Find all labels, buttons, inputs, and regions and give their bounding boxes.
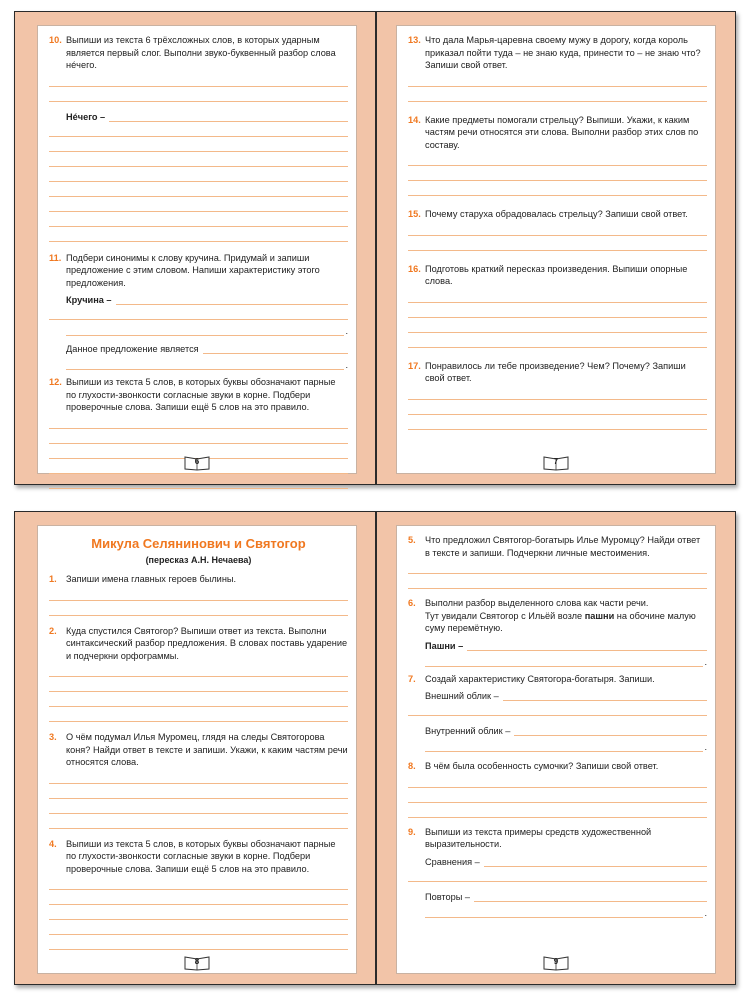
answer-line[interactable] [49,197,348,212]
task-text: Запиши имена главных героев былины. [66,574,237,584]
field-necheho[interactable] [49,106,348,122]
answer-line[interactable] [408,303,707,318]
task-15 [408,208,707,251]
highlighted-word: пашни [584,610,615,621]
answer-line[interactable] [408,72,707,87]
task-text: Почему старуха обрадовалась стрельцу? Запиши свой ответ. [425,209,688,219]
task-1 [49,573,348,616]
answer-line[interactable] [408,559,707,574]
task-text: Создай характеристику Святогора-богатыря. Запиши. [425,673,655,684]
answer-line[interactable] [49,677,348,692]
task-number: 15. [408,209,421,219]
task-number: 10. [49,35,62,45]
answer-line[interactable] [49,707,348,722]
task-text: Выпиши из текста 5 слов, в которых буквы обозначают парные по глухости-звонкости согласные звуки в корне. Подбери проверочные слова. Запиши ещё 5 слов на это правило. [66,838,336,874]
task-9 [408,826,707,918]
task-13 [408,34,707,102]
page-7 [396,25,716,474]
spread-pages-6-7 [14,11,736,485]
field-label: Пашни – [425,640,464,651]
quote-text: Тут увидали Святогор с Ильёй возле пашни на обочине малую суму перемётную. [425,610,696,633]
task-number: 17. [408,360,421,371]
field-sentence-type[interactable] [49,338,348,354]
answer-line[interactable] [408,166,707,181]
page-title: Микула Селянинович и Святогор [91,536,306,551]
answer-line[interactable] [49,137,348,152]
page-6 [37,25,357,474]
answer-line[interactable] [49,799,348,814]
task-number: 4. [49,838,57,849]
task-number: 9. [408,826,416,837]
field-label: Внешний облик – [425,691,499,701]
answer-line[interactable] [49,182,348,197]
task-4 [49,838,348,951]
task-5 [408,534,707,589]
answer-line[interactable] [49,167,348,182]
answer-line[interactable] [408,867,707,882]
answer-line[interactable] [49,920,348,935]
answer-line[interactable] [408,333,707,348]
task-text: Что предложил Святогор-богатырь Илье Муромцу? Найди ответ в тексте и запиши. Подчеркни личные местоимения. [425,535,701,558]
task-number: 7. [408,673,416,684]
field-pashni[interactable] [408,635,707,651]
task-text: Понравилось ли тебе произведение? Чем? Почему? Запиши свой ответ. [425,360,686,383]
task-text: О чём подумал Илья Муромец, глядя на следы Святогорова коня? Найди ответ в тексте и запиши. Укажи, к каким частям речи относятся слова. [66,732,348,767]
field-label: Повторы – [425,891,470,902]
field-comparisons[interactable] [408,851,707,867]
page-8 [37,525,357,974]
task-text: Выпиши из текста примеры средств художественной выразительности. [425,826,652,849]
answer-line[interactable] [408,773,707,788]
task-number: 14. [408,114,421,125]
answer-line[interactable] [49,354,348,370]
answer-line[interactable] [408,318,707,333]
answer-line[interactable] [408,87,707,102]
field-label: Внутренний облик – [425,726,511,736]
answer-line[interactable] [408,651,707,667]
answer-line[interactable] [408,736,707,752]
answer-line[interactable] [49,814,348,829]
answer-line[interactable] [408,221,707,236]
task-number: 6. [408,598,416,608]
answer-line[interactable] [408,151,707,166]
field-label: Кручина – [66,295,112,305]
answer-line[interactable] [49,784,348,799]
field-repetitions[interactable] [408,886,707,902]
answer-line[interactable] [49,601,348,616]
answer-line[interactable] [49,692,348,707]
field-label: Сравнения – [425,856,480,867]
task-number: 11. [49,252,62,263]
answer-line[interactable] [408,902,707,918]
answer-line[interactable] [49,905,348,920]
answer-line[interactable] [408,415,707,430]
task-14 [408,114,707,197]
page-number-9: 9 [542,954,570,971]
answer-line[interactable] [49,152,348,167]
answer-line[interactable] [408,288,707,303]
task-text: Выпиши из текста 6 трёхсложных слов, в которых ударным является первый слог. Выполни звуко-буквенный разбор слова нéчего. [66,35,336,70]
answer-line[interactable] [49,305,348,320]
field-label: Нéчего – [66,111,106,122]
task-10 [49,34,348,242]
page-number-6: 6 [183,454,211,471]
task-11 [49,252,348,371]
task-number: 12. [49,377,62,387]
answer-line[interactable] [408,385,707,400]
answer-line[interactable] [408,788,707,803]
page-number-7: 7 [542,454,570,471]
task-text: В чём была особенность сумочки? Запиши свой ответ. [425,761,659,771]
answer-line[interactable] [49,769,348,784]
task-7 [408,673,707,753]
task-number: 13. [408,35,421,45]
answer-line[interactable] [49,212,348,227]
task-text: Что дала Марья-царевна своему мужу в дорогу, когда король приказал пойти туда – не знаю куда, принести то – не знаю что? Запиши свой ответ. [425,35,701,70]
task-number: 8. [408,761,416,771]
task-number: 16. [408,263,421,274]
task-number: 3. [49,732,57,742]
field-kruchina[interactable] [49,289,348,305]
page-9 [396,525,716,974]
task-text: Выполни разбор выделенного слова как части речи. [425,598,649,608]
answer-line[interactable] [49,227,348,242]
task-12 [49,376,348,489]
task-3 [49,731,348,829]
book-gutter [375,12,377,484]
field-appearance[interactable] [408,685,707,701]
answer-line[interactable] [49,414,348,429]
answer-line[interactable] [49,87,348,102]
task-text: Выпиши из текста 5 слов, в которых буквы обозначают парные по глухости-звонкости согласные звуки в корне. Подбери проверочные слова. Запиши ещё 5 слов на это правило. [66,377,336,412]
task-17 [408,360,707,430]
task-text: Куда спустился Святогор? Выпиши ответ из текста. Выполни синтаксический разбор предложения. В словах поставь ударение и подчеркни орфограммы. [66,625,348,661]
answer-line[interactable] [49,875,348,890]
answer-line[interactable] [408,701,707,716]
field-inner-character[interactable] [408,720,707,736]
spread-pages-8-9 [14,511,736,985]
answer-line[interactable] [49,474,348,489]
task-number: 1. [49,574,57,584]
answer-line[interactable] [408,181,707,196]
answer-line[interactable] [49,122,348,137]
answer-line[interactable] [49,429,348,444]
task-number: 5. [408,535,416,545]
book-gutter [375,512,377,984]
task-8 [408,760,707,818]
answer-line[interactable] [49,935,348,950]
task-text: Какие предметы помогали стрельцу? Выпиши. Укажи, к каким частям речи относятся эти слова. Выполни разбор этих слов по составу. [425,114,699,150]
answer-line[interactable] [49,72,348,87]
answer-line[interactable] [408,400,707,415]
answer-line[interactable] [49,890,348,905]
task-16 [408,263,707,348]
answer-line[interactable] [49,662,348,677]
task-text: Подготовь краткий пересказ произведения. Выпиши опорные слова. [425,263,688,286]
page-subtitle: (пересказ А.Н. Нечаева) [145,555,252,565]
answer-line[interactable] [49,586,348,601]
answer-line[interactable] [49,320,348,336]
answer-line[interactable] [408,236,707,251]
field-label: Данное предложение является [66,344,199,354]
answer-line[interactable] [408,803,707,818]
answer-line[interactable] [408,574,707,589]
page-number-8: 8 [183,954,211,971]
task-number: 2. [49,625,57,636]
task-2 [49,625,348,723]
task-text: Подбери синонимы к слову кручина. Придумай и запиши предложение с этим словом. Напиши характеристику этого предложения. [66,252,320,288]
task-6 [408,597,707,667]
